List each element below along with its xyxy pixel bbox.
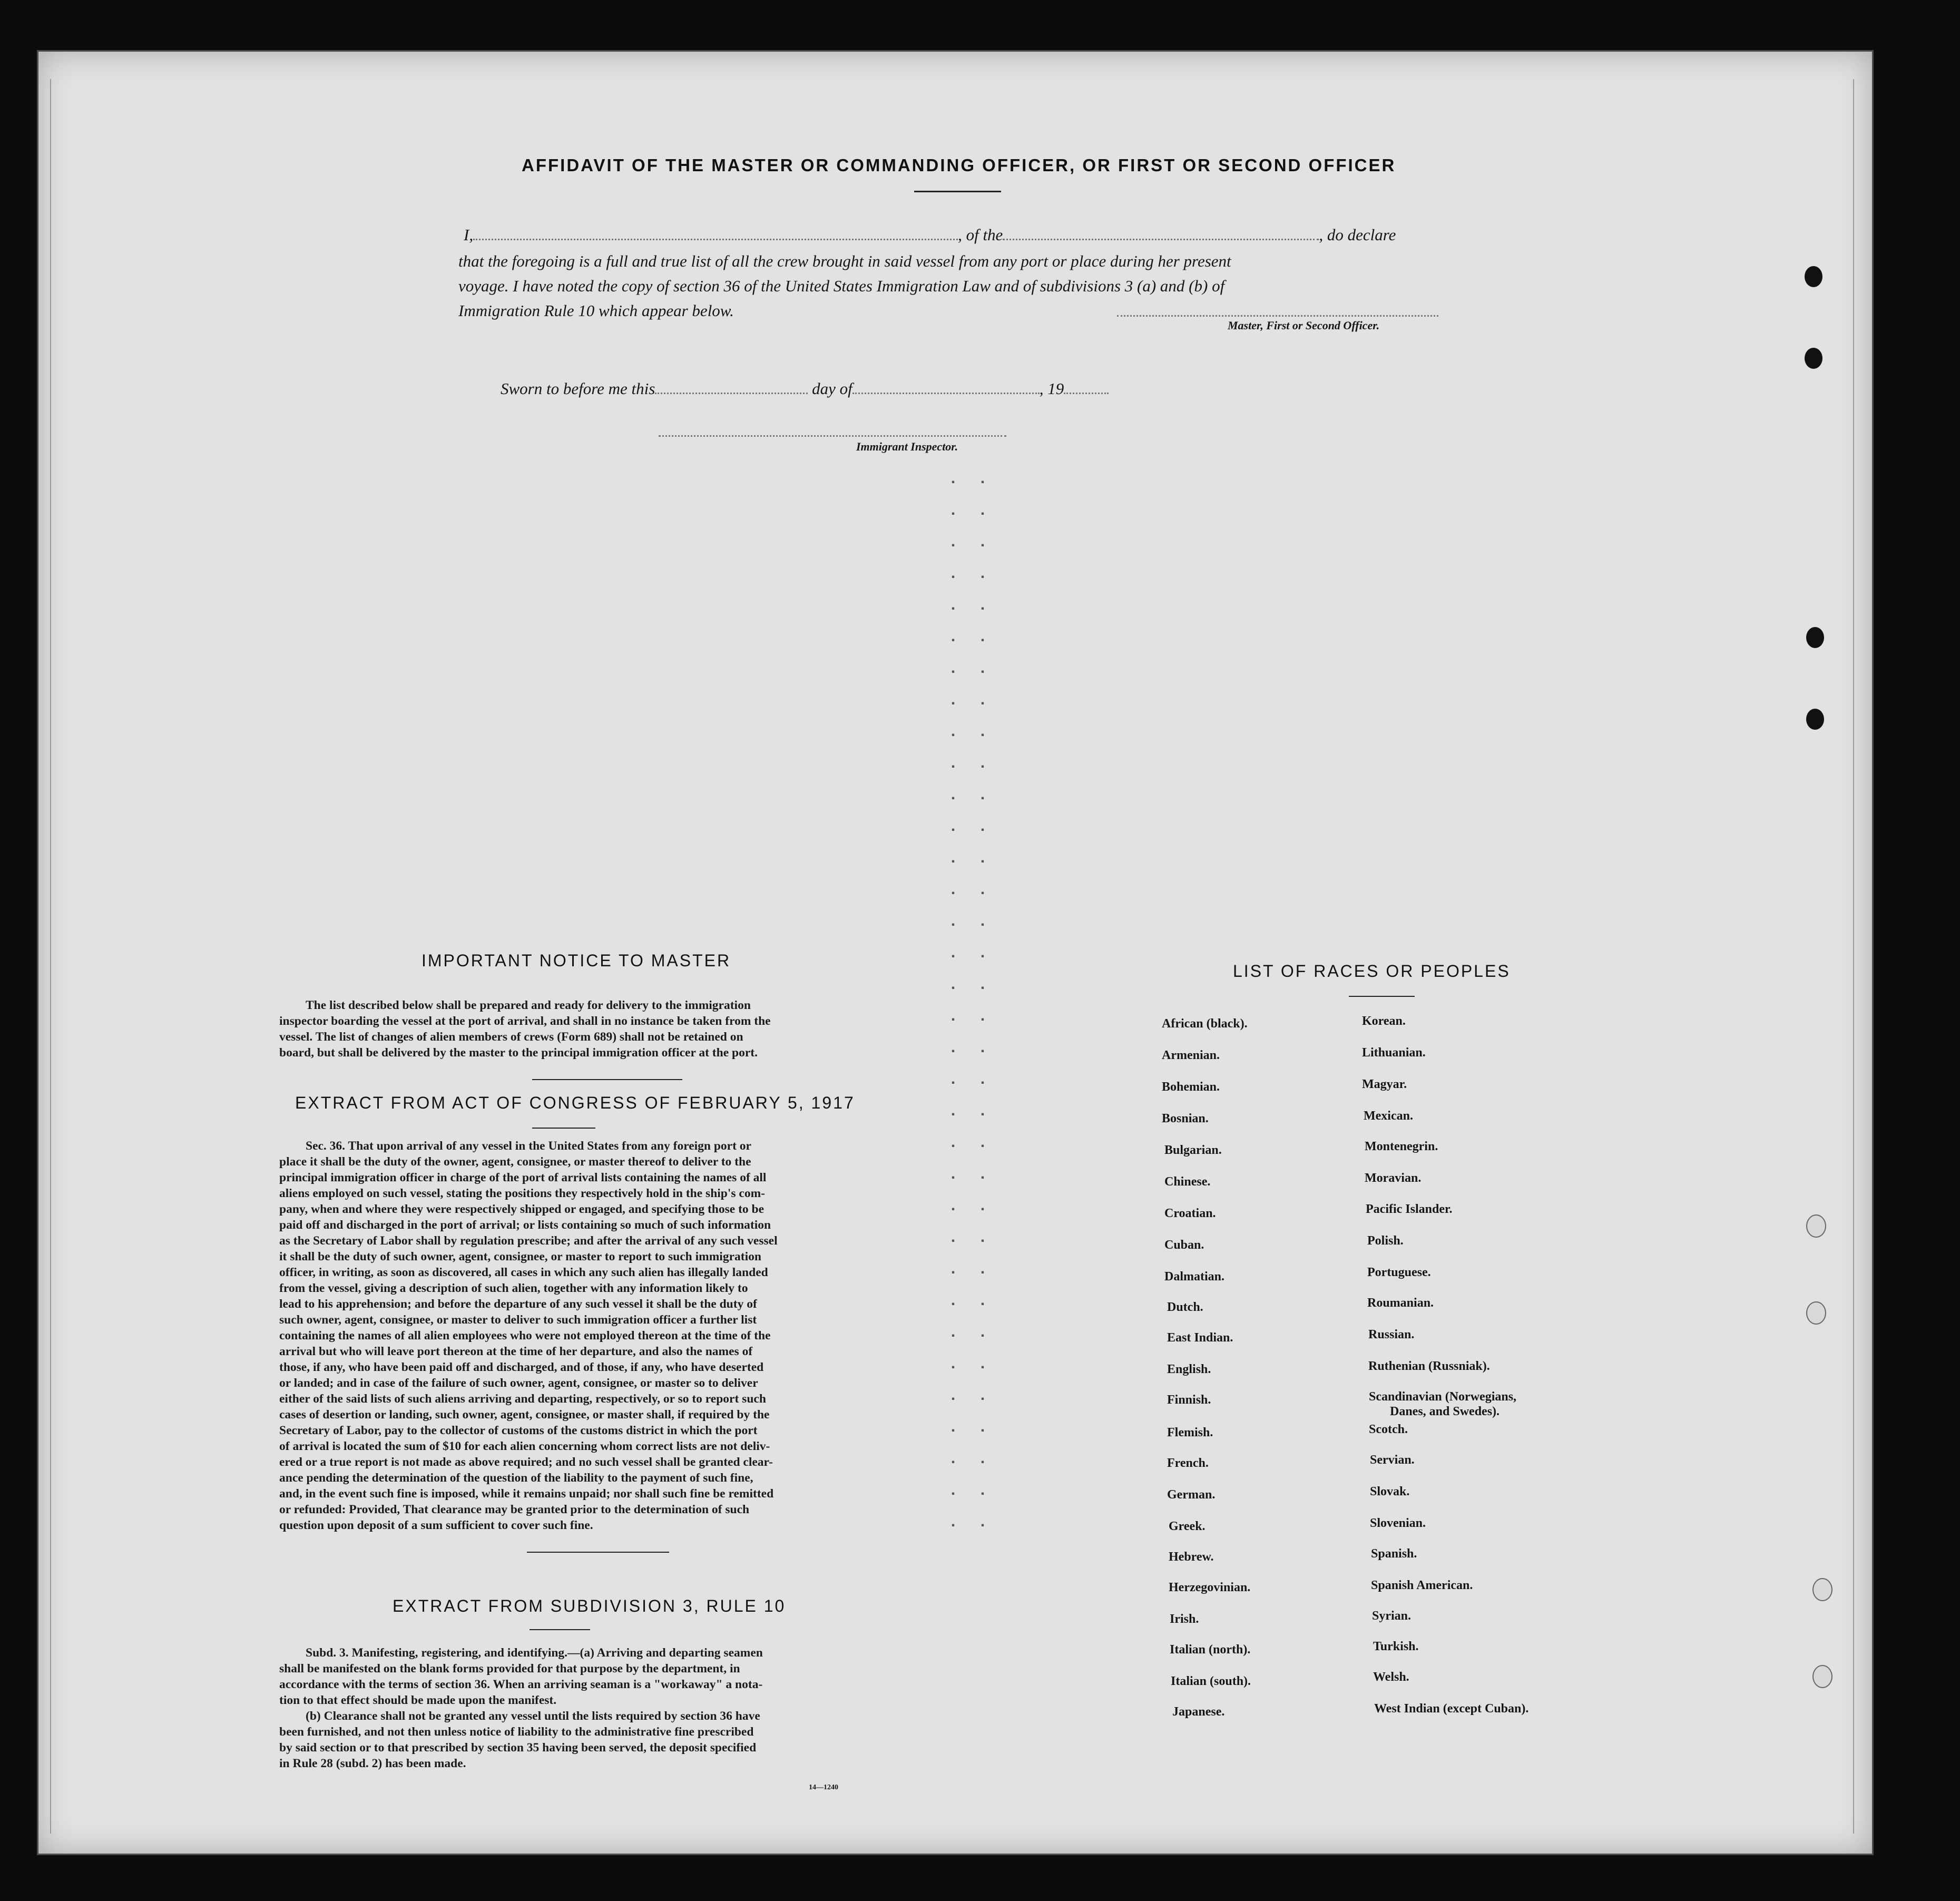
affidavit-line-2: that the foregoing is a full and true list of all the crew brought in said vessel from any port or place during her present [458,252,1231,270]
sworn-line [501,379,1109,398]
race-item: African (black). [1162,1017,1248,1031]
binder-hole [1806,1301,1826,1325]
race-item: German. [1167,1488,1216,1502]
rule-line: been furnished, and not then unless notice of liability to the administrative fine prescribed [279,1725,754,1739]
race-item: Turkish. [1373,1640,1419,1653]
notice-line: board, but shall be delivered by the master to the principal immigration officer at the port. [279,1046,758,1060]
binder-hole [1806,627,1824,648]
race-item: Korean. [1362,1014,1406,1028]
race-item: Bulgarian. [1164,1143,1222,1157]
race-item: Armenian. [1162,1049,1220,1062]
do-declare-label: , do declare [1319,226,1396,244]
race-item: Chinese. [1164,1175,1211,1189]
race-item: Cuban. [1164,1238,1204,1252]
act-line: Secretary of Labor, pay to the collector of customs of the customs district in which the port [279,1424,758,1437]
day-blank [655,390,808,394]
race-item: Lithuanian. [1362,1046,1426,1060]
race-item: Spanish. [1371,1547,1417,1561]
race-item: Pacific Islander. [1366,1202,1453,1216]
race-item: West Indian (except Cuban). [1374,1702,1529,1716]
i-label: I, [464,226,474,244]
race-item: Magyar. [1362,1077,1407,1091]
race-item: Bohemian. [1162,1080,1220,1094]
binder-hole [1806,1214,1826,1238]
race-item: Roumanian. [1367,1296,1434,1310]
act-line: cases of desertion or landing, such owner, agent, consignee, or master shall, if required by the [279,1408,770,1422]
rule-text [279,1645,890,1771]
act-line: Sec. 36. That upon arrival of any vessel in the United States from any foreign port or [306,1139,751,1153]
race-item: Slovak. [1370,1485,1410,1498]
affidavit-line-4: Immigration Rule 10 which appear below. [458,301,734,320]
race-item: Greek. [1169,1520,1206,1533]
act-line: question upon deposit of a sum sufficient to cover such fine. [279,1518,593,1532]
race-item: Italian (north). [1170,1643,1251,1657]
act-text [279,1138,890,1533]
act-line: paid off and discharged in the port of arrival; or lists containing so much of such information [279,1218,771,1232]
act-line: it shall be the duty of such owner, agent, consignee, or master to report to such immigration [279,1250,761,1263]
race-item: Moravian. [1365,1171,1422,1185]
race-item: Croatian. [1164,1207,1216,1220]
race-item: Bosnian. [1162,1112,1209,1125]
vessel-blank [1003,237,1319,240]
act-line: principal immigration officer in charge of the port of arrival lists containing the names of all [279,1171,767,1184]
race-item: Hebrew. [1169,1550,1214,1564]
act-line: as the Secretary of Labor shall by regulation prescribe; and after the arrival of any such vessel [279,1234,778,1248]
binder-hole [1812,1665,1832,1688]
race-item: East Indian. [1167,1331,1233,1345]
of-the-label: , of the [958,226,1003,244]
race-item: Servian. [1370,1453,1415,1467]
act-line: containing the names of all alien employees who were not employed thereon at the time of the [279,1329,771,1343]
race-item: Polish. [1367,1234,1404,1248]
act-line: place it shall be the duty of the owner, agent, consignee, or master thereof to deliver to the [279,1155,751,1169]
form-number: 14—1240 [809,1784,838,1791]
race-item: Slovenian. [1370,1516,1426,1530]
year-blank [1064,390,1109,394]
name-blank [473,237,958,240]
act-line: or refunded: Provided, That clearance may be granted prior to the determination of such [279,1503,750,1516]
race-item: Syrian. [1372,1609,1412,1623]
act-line: either of the said lists of such aliens arriving and departing, respectively, or so to report such [279,1392,766,1406]
month-blank [852,390,1040,394]
act-line: officer, in writing, as soon as discovered, all cases in which any such alien has illegally landed [279,1266,768,1279]
races-title: LIST OF RACES OR PEOPLES [1233,962,1511,981]
rule-line: (b) Clearance shall not be granted any vessel until the lists required by section 36 have [306,1709,760,1723]
act-title: EXTRACT FROM ACT OF CONGRESS OF FEBRUARY 5, 1917 [295,1093,855,1112]
race-item: Russian. [1368,1328,1415,1341]
race-item: Herzegovinian. [1169,1581,1251,1594]
binder-hole [1805,266,1822,287]
race-item: Montenegrin. [1365,1140,1438,1153]
act-line: from the vessel, giving a description of such alien, together with any information likely to [279,1281,748,1295]
race-item: French. [1167,1456,1209,1470]
notice-text [279,997,883,1061]
rule-line: by said section or to that prescribed by section 35 having been served, the deposit specified [279,1741,757,1755]
act-line: those, if any, who have been paid off and discharged, and of those, if any, who have deserted [279,1360,764,1374]
race-item: Ruthenian (Russniak). [1368,1359,1490,1373]
sworn-label: Sworn to before me this [501,379,655,398]
notice-rule [532,1079,682,1080]
act-line: and, in the event such fine is imposed, while it remains unpaid; nor shall such fine be remitted [279,1487,774,1501]
race-item: Scandinavian (Norwegians, [1369,1390,1517,1404]
act-line: pany, when and where they were respectively shipped or engaged, and specifying those to be [279,1202,765,1216]
act-rule [532,1128,595,1129]
signature-line [1117,315,1438,317]
rule-line: accordance with the terms of section 36. When an arriving seaman is a "workaway" a nota- [279,1678,763,1691]
rule-line: in Rule 28 (subd. 2) has been made. [279,1757,466,1770]
act-end-rule [527,1552,669,1553]
year-prefix: , 19 [1039,379,1064,398]
binder-hole [1805,348,1822,369]
race-item: Danes, and Swedes). [1390,1405,1500,1418]
act-line: ered or a true report is not made as above required; and no such vessel shall be granted clear- [279,1455,773,1469]
races-rule [1349,996,1415,997]
race-item: Japanese. [1172,1705,1225,1719]
inspector-caption: Immigrant Inspector. [856,440,958,453]
title-rule [914,191,1001,192]
notice-line: inspector boarding the vessel at the port of arrival, and shall in no instance be taken from the [279,1014,771,1028]
race-item: Dutch. [1167,1300,1203,1314]
notice-title: IMPORTANT NOTICE TO MASTER [422,951,731,970]
affidavit-title: AFFIDAVIT OF THE MASTER OR COMMANDING OFFICER, OR FIRST OR SECOND OFFICER [522,155,1396,175]
race-item: Scotch. [1369,1423,1408,1436]
act-line: of arrival is located the sum of $10 for each alien concerning whom correct lists are not deliv- [279,1439,770,1453]
signature-caption: Master, First or Second Officer. [1228,319,1380,332]
binder-hole [1812,1578,1832,1601]
binder-hole [1806,709,1824,730]
rule-line: shall be manifested on the blank forms provided for that purpose by the department, in [279,1662,740,1675]
act-line: lead to his apprehension; and before the departure of any such vessel it shall be the duty of [279,1297,757,1311]
act-line: arrival but who will leave port thereon at the time of her departure, and also the names of [279,1345,753,1358]
affidavit-line-3: voyage. I have noted the copy of section 36 of the United States Immigration Law and of subdivisions 3 (a) and (b) of [458,277,1225,295]
notice-line: The list described below shall be prepared and ready for delivery to the immigration [306,998,751,1012]
race-item: Mexican. [1364,1109,1413,1123]
race-item: Irish. [1170,1612,1199,1626]
rule-title: EXTRACT FROM SUBDIVISION 3, RULE 10 [393,1596,786,1615]
inspector-signature-line [659,435,1006,437]
day-of-label: day of [812,379,852,398]
rule-line: Subd. 3. Manifesting, registering, and identifying.—(a) Arriving and departing seamen [306,1646,763,1660]
bleed-through-marks: . . . . . . . . . . . . . . . . . . . . . . . . . . . . . . . . . . . . . . . . . . . . . . . . . . . . . . . . . . . . . . . . . . . . [948,471,993,1532]
rule-title-rule [530,1629,590,1630]
race-item: Welsh. [1373,1670,1409,1684]
race-item: English. [1167,1363,1211,1376]
rule-line: tion to that effect should be made upon the manifest. [279,1693,557,1707]
act-line: aliens employed on such vessel, stating the positions they respectively hold in the ship's com- [279,1187,765,1200]
race-item: Portuguese. [1367,1266,1431,1279]
race-item: Spanish American. [1371,1579,1473,1592]
race-item: Dalmatian. [1164,1270,1224,1283]
race-item: Flemish. [1167,1426,1213,1439]
act-line: such owner, agent, consignee, or master to deliver to such immigration officer a further list [279,1313,757,1327]
act-line: or landed; and in case of the failure of such owner, agent, consignee, or master so to deliver [279,1376,758,1390]
act-line: ance pending the determination of the question of the liability to the payment of such fine, [279,1471,753,1485]
affidavit-line-1 [464,226,1396,244]
notice-line: vessel. The list of changes of alien members of crews (Form 689) shall not be retained on [279,1030,743,1044]
race-item: Finnish. [1167,1393,1211,1407]
race-item: Italian (south). [1171,1674,1251,1688]
